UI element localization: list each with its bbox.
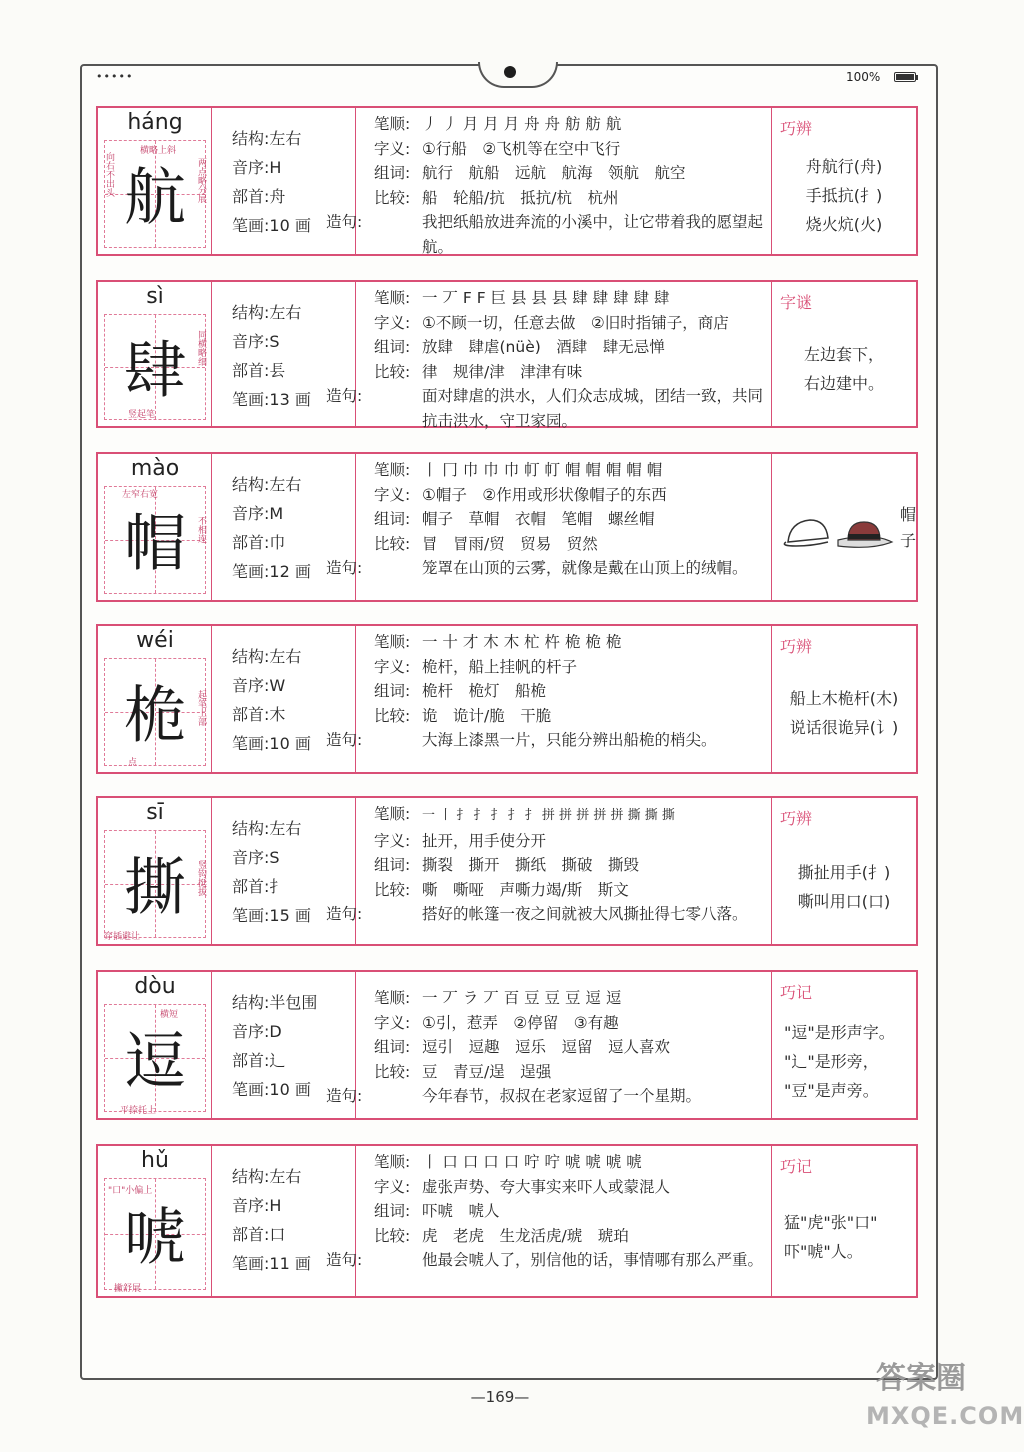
big-character: 逗 (123, 1024, 186, 1098)
comparison: 比较: 虎 老虎 生龙活虎/琥 琥珀 (374, 1226, 629, 1245)
meaning: 字义: ①引，惹弄 ②停留 ③有趣 (374, 1013, 619, 1032)
index-letter: 音序:W (232, 676, 286, 695)
big-character: 肆 (123, 333, 186, 407)
stroke-note: 同横略细 (196, 330, 206, 366)
tip-title: 巧辨 (780, 119, 813, 138)
stroke-count: 笔画:13 画 (232, 390, 311, 409)
example-sentence: 造句: 面对肆虐的洪水，人们众志成城，团结一致，共同抗击洪水，守卫家园。 (326, 387, 764, 430)
meaning: 字义: 虚张声势、夸大事实来吓人或蒙混人 (374, 1177, 671, 1196)
big-character: 撕 (123, 850, 186, 924)
stroke-note: 竖起笔 (128, 410, 156, 420)
stroke-order: 笔顺: 丿 丿 月 月 月 舟 舟 舫 舫 航 (374, 115, 622, 133)
radical: 部首:巾 (232, 533, 286, 552)
pinyin: wéi (136, 628, 174, 653)
index-letter: 音序:S (232, 332, 280, 351)
meaning: 字义: ①不顾一切，任意去做 ②旧时指铺子，商店 (374, 313, 729, 332)
word-group: 组词: 撕裂 撕开 撕纸 撕破 撕毁 (374, 856, 640, 874)
example-sentence: 造句: 他最会唬人了，别信他的话，事情哪有那么严重。 (326, 1251, 764, 1269)
stroke-note: 点 (128, 758, 138, 768)
structure: 结构:半包围 (232, 993, 318, 1012)
tip-title: 巧辨 (780, 637, 813, 656)
char-details (326, 972, 772, 1118)
stroke-order: 笔顺: 一 丆 F F 巨 县 县 县 肆 肆 肆 肆 肆 (374, 289, 670, 307)
tip-box (772, 798, 916, 944)
tip-title: 巧辨 (780, 809, 813, 828)
stroke-count: 笔画:15 画 (232, 906, 311, 925)
tip-body: 左边套下， 右边建中。 (803, 345, 884, 393)
tian-grid (104, 486, 206, 594)
stroke-note: 撇舒展 (114, 1284, 142, 1294)
radical: 部首:木 (232, 705, 286, 724)
index-letter: 音序:M (232, 504, 284, 523)
pinyin: háng (127, 110, 183, 135)
char-card-si1 (96, 796, 918, 946)
char-details (326, 108, 772, 256)
pinyin: mào (130, 456, 180, 481)
tian-grid (104, 830, 206, 938)
structure: 结构:左右 (232, 129, 302, 148)
word-group: 组词: 放肆 肆虐(nüè) 酒肆 肆无忌惮 (374, 338, 665, 356)
stroke-order: 笔顺: 一 十 才 木 木 杧 杵 桅 桅 桅 (374, 633, 622, 651)
big-character: 唬 (123, 1200, 186, 1274)
battery-percent: 100% (846, 70, 881, 84)
meaning: 字义: ①帽子 ②作用或形状像帽子的东西 (374, 485, 667, 504)
tip-box (772, 1146, 916, 1296)
char-info (212, 1146, 356, 1296)
tip-body: 舟航行(舟) 手抵抗(扌) 烧火炕(火) (805, 157, 883, 234)
page-number: —169— (470, 1388, 530, 1406)
char-details (326, 626, 772, 772)
stroke-note: 两点略分展 (196, 158, 206, 203)
radical: 部首:口 (232, 1225, 286, 1244)
tip-box (772, 108, 916, 254)
word-group: 组词: 航行 航船 远航 航海 领航 航空 (374, 164, 686, 182)
tian-grid (104, 314, 206, 420)
hat-illustration (782, 502, 894, 562)
stroke-note: 穿插避让 (104, 932, 141, 942)
example-sentence: 造句: 大海上漆黑一片，只能分辨出船桅的梢尖。 (326, 731, 717, 749)
pinyin: hǔ (141, 1148, 169, 1173)
radical: 部首:辶 (232, 1051, 286, 1070)
char-card-mao (96, 452, 918, 602)
tip-body: 猛"虎"张"口" 吓"唬"人。 (784, 1213, 878, 1261)
watermark-logo: 答案圈 (876, 1361, 966, 1396)
big-character: 航 (123, 160, 186, 234)
tian-grid (104, 140, 206, 248)
structure: 结构:左右 (232, 1167, 302, 1186)
pinyin: sì (146, 284, 164, 309)
structure: 结构:左右 (232, 303, 302, 322)
comparison: 比较: 船 轮船/抗 抵抗/杭 杭州 (374, 188, 619, 207)
example-sentence: 造句: 笼罩在山顶的云雾，就像是戴在山顶上的绒帽。 (326, 559, 748, 577)
stroke-note: 不相连 (196, 516, 206, 543)
index-letter: 音序:H (232, 158, 282, 177)
structure: 结构:左右 (232, 647, 302, 666)
word-group: 组词: 逗引 逗趣 逗乐 逗留 逗人喜欢 (374, 1038, 671, 1056)
stroke-note: 竖钩挺拔 (196, 860, 206, 896)
tian-grid (104, 1004, 206, 1112)
radical: 部首:舟 (232, 187, 286, 206)
char-card-wei (96, 624, 918, 774)
example-sentence: 造句: 今年春节，叔叔在老家逗留了一个星期。 (326, 1087, 702, 1105)
char-details (326, 1146, 772, 1296)
stroke-order: 笔顺: 丨 冂 巾 巾 巾 帄 帄 帽 帽 帽 帽 帽 (374, 461, 663, 479)
pinyin: sī (146, 800, 164, 825)
index-letter: 音序:S (232, 848, 280, 867)
tip-box (772, 282, 916, 426)
stroke-note: 左窄右宽 (122, 490, 159, 500)
meaning: 字义: 扯开，用手使分开 (374, 831, 547, 850)
word-group: 组词: 桅杆 桅灯 船桅 (374, 682, 547, 700)
stroke-order: 笔顺: 一 丆 ラ 丆 百 豆 豆 豆 逗 逗 (374, 989, 622, 1007)
example-sentence: 造句: 搭好的帐篷一夜之间就被大风撕扯得七零八落。 (326, 905, 748, 923)
structure: 结构:左右 (232, 475, 302, 494)
tip-title: 巧记 (780, 983, 813, 1002)
signal-indicator: ••••• (96, 70, 134, 83)
char-details (326, 282, 772, 430)
tip-body: "逗"是形声字。 "辶"是形旁， "豆"是声旁。 (784, 1023, 895, 1100)
stroke-order: 笔顺: 丨 口 口 口 口 咛 咛 唬 唬 唬 唬 (374, 1153, 642, 1171)
char-details (326, 454, 772, 600)
word-group: 组词: 吓唬 唬人 (374, 1202, 500, 1220)
tip-body: 船上木桅杆(木) 说话很诡异(讠) (789, 689, 899, 737)
meaning: 字义: 桅杆，船上挂帆的杆子 (374, 657, 578, 676)
radical: 部首:扌 (232, 877, 286, 896)
char-card-hang (96, 106, 918, 256)
stroke-note: 横短 (160, 1010, 179, 1020)
stroke-note: 横略上斜 (140, 146, 177, 156)
tip-body: 帽 子 (900, 505, 917, 550)
example-sentence: 造句: 我把纸船放进奔流的小溪中，让它带着我的愿望起航。 (326, 213, 764, 256)
tian-grid (104, 658, 206, 766)
comparison: 比较: 嘶 嘶哑 声嘶力竭/斯 斯文 (374, 880, 629, 899)
radical: 部首:镸 (232, 361, 286, 380)
comparison: 比较: 冒 冒雨/贸 贸易 贸然 (374, 534, 598, 553)
tip-body: 撕扯用手(扌) 嘶叫用口(口) (797, 863, 891, 911)
stroke-note: "口"小偏上 (108, 1186, 153, 1196)
battery-icon (894, 72, 916, 82)
char-card-dou (96, 970, 918, 1120)
big-character: 帽 (123, 506, 186, 580)
tip-title: 巧记 (780, 1157, 813, 1176)
stroke-note: 平捺托上 (120, 1106, 157, 1116)
structure: 结构:左右 (232, 819, 302, 838)
meaning: 字义: ①行船 ②飞机等在空中飞行 (374, 139, 621, 158)
stroke-note: 起笔上部 (196, 690, 206, 726)
stroke-note: 向右不出头 (104, 152, 114, 197)
watermark-url: MXQE.COM (866, 1402, 1024, 1430)
comparison: 比较: 律 规律/津 津津有味 (374, 362, 583, 381)
tip-box (772, 454, 916, 600)
tip-box (772, 972, 916, 1118)
tip-box (772, 626, 916, 772)
stroke-count: 笔画:12 画 (232, 562, 311, 581)
stroke-count: 笔画:11 画 (232, 1254, 311, 1273)
stroke-count: 笔画:10 画 (232, 734, 311, 753)
big-character: 桅 (123, 678, 186, 752)
char-card-si4 (96, 280, 918, 428)
camera-dot (504, 66, 516, 78)
stroke-order: 笔顺: 一 丨 扌 扌 扌 扌 扌 拼 拼 拼 拼 拼 撕 撕 撕 (374, 805, 675, 823)
index-letter: 音序:H (232, 1196, 282, 1215)
pinyin: dòu (134, 974, 176, 999)
word-group: 组词: 帽子 草帽 衣帽 笔帽 螺丝帽 (374, 510, 655, 528)
tip-title: 字谜 (780, 293, 813, 312)
index-letter: 音序:D (232, 1022, 282, 1041)
stroke-count: 笔画:10 画 (232, 1080, 311, 1099)
stroke-count: 笔画:10 画 (232, 216, 311, 235)
comparison: 比较: 豆 青豆/逞 逞强 (374, 1062, 552, 1081)
char-card-hu (96, 1144, 918, 1298)
char-details (326, 798, 772, 944)
comparison: 比较: 诡 诡计/脆 干脆 (374, 706, 552, 725)
